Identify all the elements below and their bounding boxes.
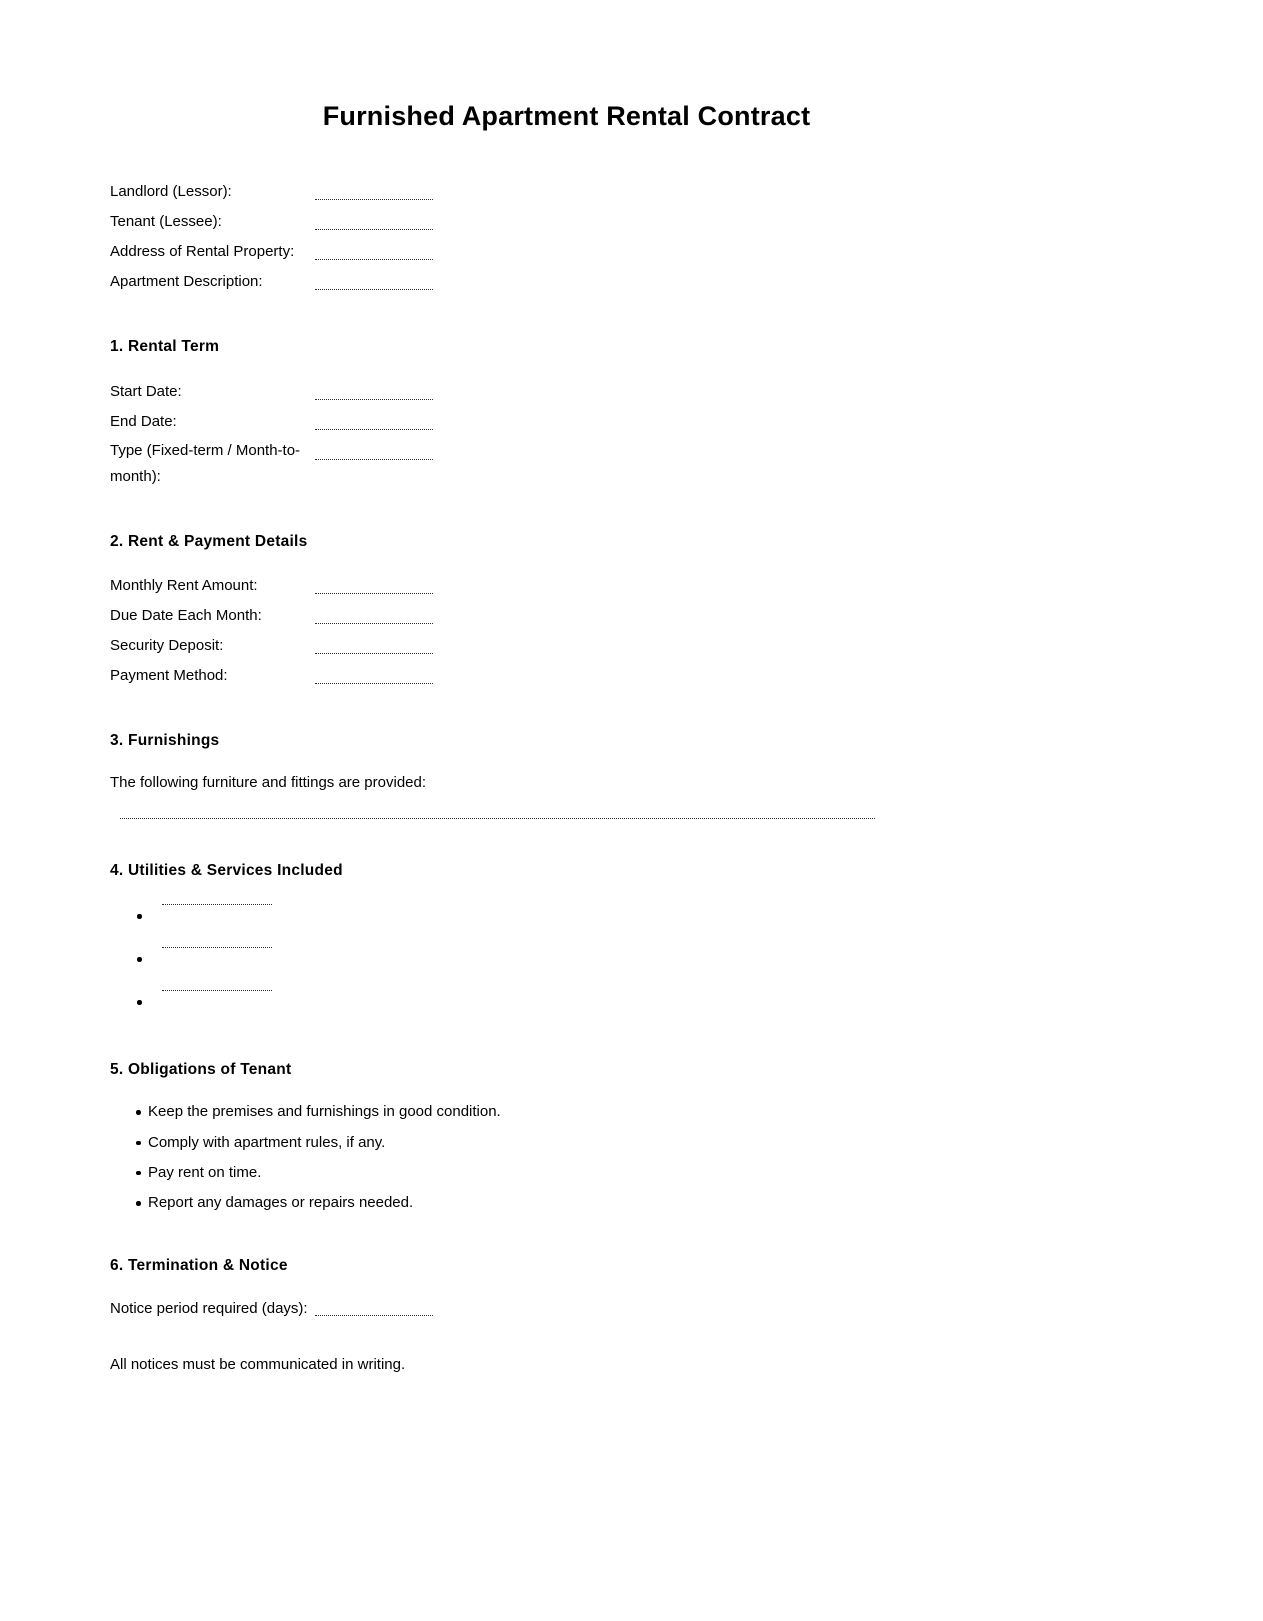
field-label-tenant: Tenant (Lessee):	[110, 213, 222, 231]
page-title: Furnished Apartment Rental Contract	[322, 101, 811, 131]
field-blank-tenant[interactable]	[315, 228, 433, 230]
field-row-tenant	[110, 208, 1153, 235]
list-item	[110, 946, 1153, 975]
field-label-lease-type: Type (Fixed-term / Month-to-month):	[110, 441, 301, 485]
section-heading-furnishings: 3. Furnishings	[110, 731, 220, 749]
field-row-security-deposit	[110, 632, 1153, 659]
field-row-start-date	[110, 378, 1153, 405]
field-blank-notice-period[interactable]	[315, 1314, 433, 1316]
list-item: Comply with apartment rules, if any.	[110, 1131, 1153, 1154]
utility-blank-2[interactable]	[162, 946, 272, 948]
field-blank-lease-type[interactable]	[315, 458, 433, 460]
field-blank-monthly-rent[interactable]	[315, 592, 433, 594]
field-blank-landlord[interactable]	[315, 198, 433, 200]
field-label-notice-period: Notice period required (days):	[110, 1300, 308, 1318]
list-item	[110, 903, 1153, 932]
field-blank-apartment-description[interactable]	[315, 288, 433, 290]
field-label-apartment-description: Apartment Description:	[110, 273, 263, 291]
field-row-address	[110, 238, 1153, 265]
section-heading-obligations-of-tenant: 5. Obligations of Tenant	[110, 1061, 292, 1079]
field-label-address: Address of Rental Property:	[110, 243, 295, 261]
field-blank-payment-method[interactable]	[315, 682, 433, 684]
list-item	[110, 989, 1153, 1018]
field-label-start-date: Start Date:	[110, 382, 182, 400]
furnishings-intro-text: The following furniture and fittings are provided:	[110, 773, 427, 791]
utility-blank-1[interactable]	[162, 903, 272, 905]
section-heading-utilities-services: 4. Utilities & Services Included	[110, 862, 343, 880]
field-row-due-date	[110, 602, 1153, 629]
field-row-apartment-description	[110, 268, 1153, 295]
field-blank-end-date[interactable]	[315, 428, 433, 430]
termination-closing-note: All notices must be communicated in writing.	[110, 1356, 406, 1374]
field-label-end-date: End Date:	[110, 412, 177, 430]
field-row-monthly-rent	[110, 572, 1153, 599]
list-item: Keep the premises and furnishings in good condition.	[110, 1100, 1153, 1123]
field-blank-start-date[interactable]	[315, 398, 433, 400]
section-fields-rent-payment	[110, 572, 1153, 689]
field-blank-security-deposit[interactable]	[315, 652, 433, 654]
field-label-security-deposit: Security Deposit:	[110, 636, 224, 654]
field-label-landlord: Landlord (Lessor):	[110, 183, 232, 201]
furnishings-freetext-blank[interactable]	[120, 817, 875, 819]
field-row-payment-method	[110, 662, 1153, 689]
section-heading-termination-notice: 6. Termination & Notice	[110, 1257, 288, 1275]
field-blank-address[interactable]	[315, 258, 433, 260]
section-heading-rent-payment-details: 2. Rent & Payment Details	[110, 532, 308, 550]
list-item: Report any damages or repairs needed.	[110, 1191, 1153, 1214]
list-item: Pay rent on time.	[110, 1161, 1153, 1184]
field-label-due-date: Due Date Each Month:	[110, 606, 262, 624]
field-row-notice-period	[110, 1296, 1153, 1321]
obligations-list	[110, 1100, 1153, 1214]
field-label-monthly-rent: Monthly Rent Amount:	[110, 576, 258, 594]
field-blank-due-date[interactable]	[315, 622, 433, 624]
section-heading-rental-term: 1. Rental Term	[110, 338, 220, 356]
header-fields	[110, 178, 1153, 295]
field-row-landlord	[110, 178, 1153, 205]
field-row-lease-type	[110, 438, 1153, 490]
section-fields-rental-term	[110, 378, 1153, 490]
field-label-payment-method: Payment Method:	[110, 666, 228, 684]
document-body	[110, 100, 1153, 1377]
field-row-end-date	[110, 408, 1153, 435]
utilities-blank-list	[110, 903, 1153, 1018]
utility-blank-3[interactable]	[162, 989, 272, 991]
